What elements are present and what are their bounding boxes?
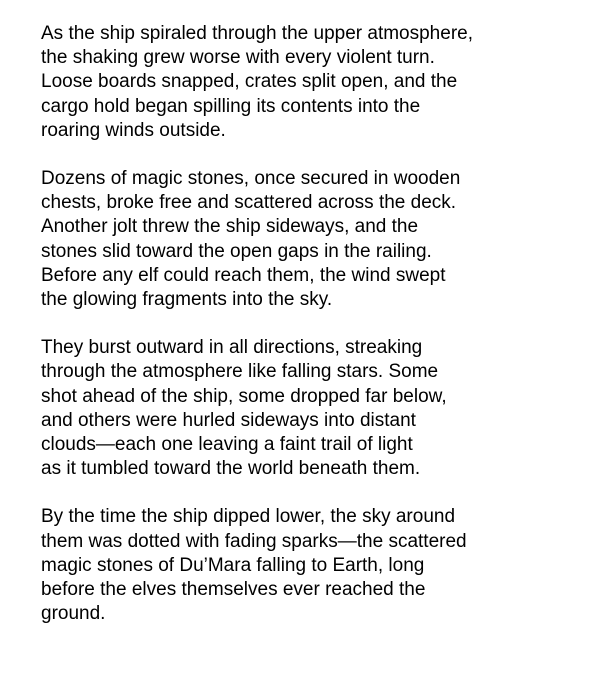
- paragraph-2: [41, 167, 581, 312]
- text-line: stones slid toward the open gaps in the railing.: [41, 240, 432, 262]
- text-line: cargo hold began spilling its contents into the: [41, 95, 421, 117]
- text-line: ground.: [41, 603, 106, 625]
- text-line: through the atmosphere like falling stars. Some: [41, 361, 439, 383]
- text-line: the shaking grew worse with every violent turn.: [41, 47, 435, 69]
- text-line: Another jolt threw the ship sideways, and the: [41, 216, 419, 238]
- text-line: shot ahead of the ship, some dropped far below,: [41, 385, 447, 407]
- text-line: They burst outward in all directions, streaking: [41, 337, 423, 359]
- text-line: As the ship spiraled through the upper atmosphere,: [41, 23, 473, 44]
- text-line: and others were hurled sideways into distant: [41, 409, 416, 431]
- text-line: Loose boards snapped, crates split open, and the: [41, 71, 458, 93]
- paragraph-1: [41, 22, 581, 143]
- story-text: [41, 22, 581, 650]
- text-line: Before any elf could reach them, the wind swept: [41, 264, 446, 286]
- text-line: Dozens of magic stones, once secured in wooden: [41, 168, 461, 190]
- text-line: clouds—each one leaving a faint trail of light: [41, 434, 413, 456]
- text-line: the glowing fragments into the sky.: [41, 289, 333, 311]
- text-line: magic stones of Du’Mara falling to Earth, long: [41, 554, 425, 576]
- text-line: By the time the ship dipped lower, the sky around: [41, 506, 456, 528]
- text-line: them was dotted with fading sparks—the scattered: [41, 530, 467, 552]
- text-line: chests, broke free and scattered across the deck.: [41, 192, 457, 214]
- paragraph-4: [41, 505, 581, 626]
- text-line: roaring winds outside.: [41, 119, 226, 141]
- text-line: as it tumbled toward the world beneath them.: [41, 458, 421, 480]
- text-line: before the elves themselves ever reached the: [41, 579, 426, 601]
- paragraph-3: [41, 336, 581, 481]
